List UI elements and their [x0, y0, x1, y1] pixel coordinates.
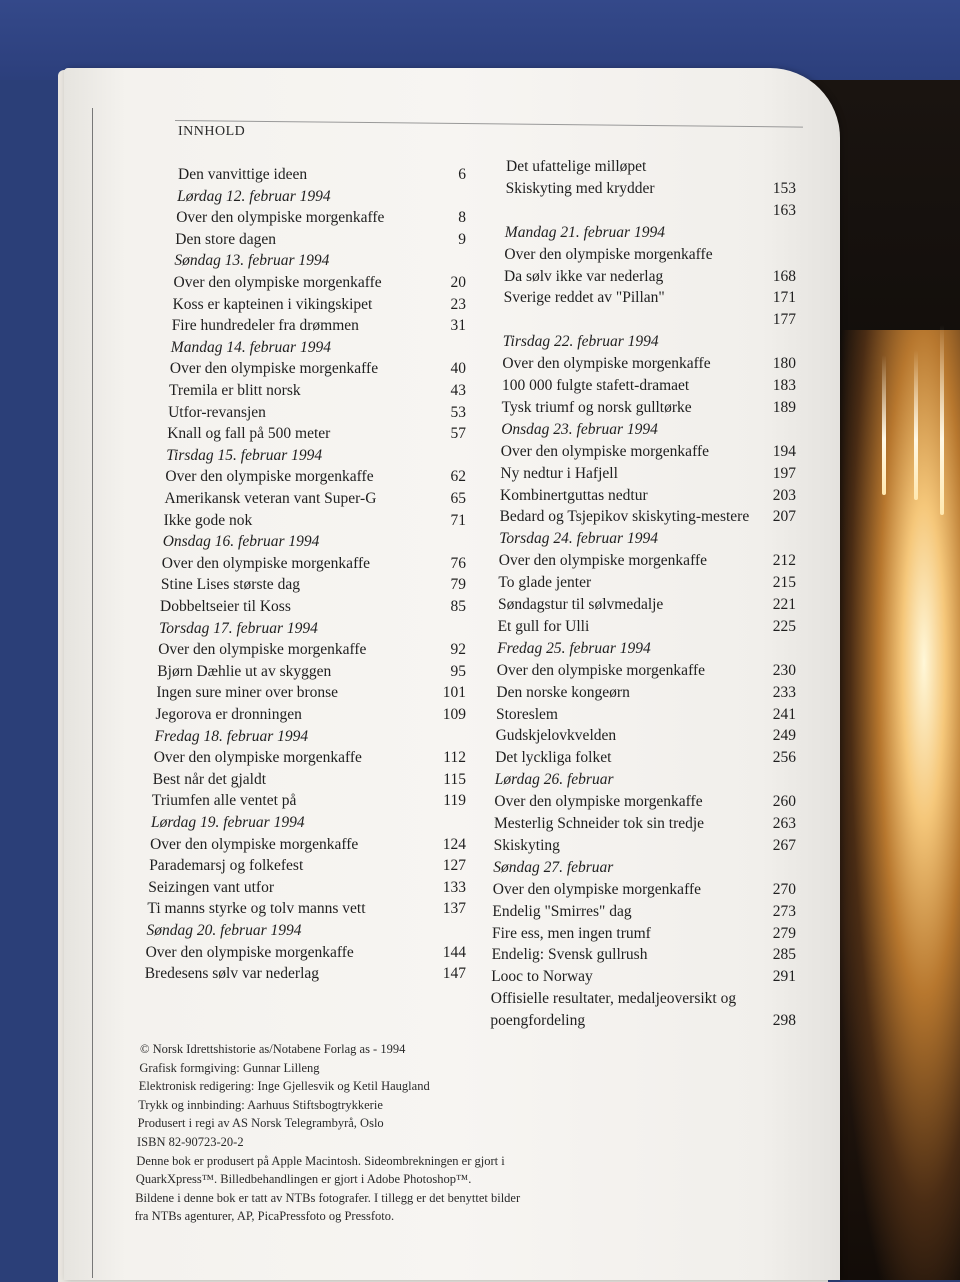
- toc-entry-title: Over den olympiske morgenkaffe: [494, 793, 703, 811]
- toc-entry-page: 71: [450, 511, 466, 529]
- toc-entry-title: Et gull for Ulli: [497, 617, 590, 635]
- toc-entry-page: 20: [450, 274, 466, 291]
- colophon-line: Trykk og innbinding: Aarhuus Stiftsbogtrykkerie: [138, 1097, 383, 1112]
- toc-entry-page: 8: [458, 209, 466, 227]
- toc-entry-page: 177: [772, 311, 796, 329]
- toc-entry-title: Søndag 13. februar 1994: [174, 252, 330, 270]
- toc-entry-page: 215: [772, 574, 796, 592]
- colophon-line: fra NTBs agenturer, AP, PicaPressfoto og Pressfoto.: [134, 1209, 395, 1224]
- toc-entry-title: Torsdag 24. februar 1994: [499, 530, 658, 548]
- toc-entry-title: Sverige reddet av "Pillan": [503, 289, 665, 307]
- toc-entry-page: 221: [772, 596, 796, 613]
- toc-entry-title: Bjørn Dæhlie ut av skyggen: [157, 662, 332, 680]
- toc-entry-title: Lørdag 26. februar: [494, 771, 614, 789]
- colophon-line: Bildene i denne bok er tatt av NTBs fotografer. I tillegg er det benyttet bilder: [135, 1190, 521, 1205]
- colophon-line: QuarkXpress™. Billedbehandlingen er gjort i Adobe Photoshop™.: [135, 1172, 472, 1187]
- toc-entry-page: 171: [772, 289, 796, 307]
- toc-entry-title: Torsdag 17. februar 1994: [159, 619, 318, 637]
- toc-entry-title: Fire ess, men ingen trumf: [492, 924, 651, 942]
- toc-entry-title: Knall og fall på 500 meter: [167, 425, 331, 443]
- toc-entry-title: Offisielle resultater, medaljeoversikt og: [490, 990, 737, 1008]
- toc-entry-title: Lørdag 12. februar 1994: [177, 187, 331, 205]
- toc-entry-title: Over den olympiske morgenkaffe: [158, 641, 367, 659]
- toc-entry-page: 207: [772, 508, 796, 526]
- toc-entry-title: Skiskyting med krydder: [505, 179, 655, 197]
- toc-entry-title: Looc to Norway: [491, 968, 593, 986]
- firework-streak: [914, 350, 918, 500]
- toc-entry-title: Det lyckliga folket: [495, 749, 612, 767]
- toc-entry-title: Ti manns styrke og tolv manns vett: [147, 900, 366, 918]
- toc-entry-title: Tremila er blitt norsk: [169, 382, 301, 399]
- toc-entry-title: Fredag 18. februar 1994: [154, 727, 309, 745]
- colophon-line: © Norsk Idrettshistorie as/Notabene Forlag as - 1994: [140, 1042, 406, 1056]
- colophon-line: Grafisk formgiving: Gunnar Lilleng: [139, 1060, 320, 1075]
- toc-entry-title: Mandag 14. februar 1994: [170, 338, 331, 356]
- toc-entry-title: poengfordeling: [490, 1012, 586, 1030]
- toc-entry-title: Over den olympiske morgenkaffe: [173, 274, 382, 291]
- toc-entry-page: 109: [442, 706, 466, 723]
- toc-entry-page: 9: [458, 230, 466, 248]
- colophon-line: Elektronisk redigering: Inge Gjellesvik og Ketil Haugland: [138, 1079, 430, 1094]
- toc-entry-title: Over den olympiske morgenkaffe: [496, 661, 705, 679]
- toc-entry-title: Tirsdag 22. februar 1994: [502, 333, 659, 351]
- page-frame-left-rule: [92, 108, 93, 1278]
- toc-entry-page: 53: [450, 403, 466, 421]
- colophon-line: ISBN 82-90723-20-2: [137, 1134, 244, 1149]
- toc-entry-title: Over den olympiske morgenkaffe: [502, 355, 711, 373]
- toc-entry-page: 241: [772, 705, 796, 723]
- toc-entry-title: Parademarsj og folkefest: [149, 857, 304, 875]
- toc-entry-page: 298: [772, 1012, 796, 1030]
- toc-entry-page: 273: [772, 902, 796, 920]
- toc-entry-page: 212: [772, 552, 796, 570]
- toc-entry-page: 194: [772, 442, 796, 460]
- toc-entry-title: Bedard og Tsjepikov skiskyting-mestere: [499, 508, 750, 526]
- toc-entry-title: Gudskjelovkvelden: [495, 727, 617, 745]
- toc-entry-title: Kombinertguttas nedtur: [500, 486, 648, 504]
- toc-entry-page: 43: [450, 382, 466, 399]
- toc-entry-page: 57: [450, 425, 466, 443]
- toc-entry-title: Den store dagen: [175, 230, 277, 248]
- toc-entry-page: 119: [443, 792, 466, 810]
- toc-entry-title: Da sølv ikke var nederlag: [504, 267, 664, 285]
- toc-entry-page: 256: [772, 749, 796, 767]
- toc-entry-page: 144: [442, 943, 466, 961]
- toc-entry-page: 168: [772, 267, 796, 285]
- toc-entry-title: Stine Lises største dag: [160, 576, 300, 594]
- toc-entry-title: Den norske kongeørn: [496, 683, 630, 701]
- toc-entry-page: 279: [772, 924, 796, 942]
- toc-entry-title: 100 000 fulgte stafett-dramaet: [502, 377, 690, 394]
- toc-entry-title: Fire hundredeler fra drømmen: [171, 317, 359, 335]
- toc-entry-title: Den vanvittige ideen: [178, 166, 308, 183]
- toc-entry-page: 147: [442, 965, 466, 983]
- toc-entry-title: Mandag 21. februar 1994: [504, 223, 665, 241]
- toc-entry-title: Over den olympiske morgenkaffe: [500, 442, 709, 460]
- toc-entry-page: 270: [772, 880, 796, 898]
- toc-entry-title: Jegorova er dronningen: [155, 706, 302, 723]
- toc-entry-page: 163: [772, 201, 796, 219]
- toc-entry-title: Endelig "Smirres" dag: [492, 902, 632, 920]
- toc-entry-title: Tysk triumf og norsk gulltørke: [501, 398, 692, 416]
- toc-entry-title: Storeslem: [496, 705, 558, 723]
- toc-entry-page: 62: [450, 468, 466, 486]
- toc-entry-title: Utfor-revansjen: [168, 403, 266, 421]
- toc-entry-title: Tirsdag 15. februar 1994: [166, 446, 323, 464]
- toc-entry-page: 263: [772, 815, 796, 832]
- toc-entry-page: 112: [443, 749, 466, 767]
- toc-entry-page: 249: [772, 727, 796, 745]
- toc-entry-title: Endelig: Svensk gullrush: [491, 946, 648, 964]
- toc-entry-title: Over den olympiske morgenkaffe: [150, 835, 359, 853]
- toc-entry-page: 115: [443, 770, 466, 788]
- toc-entry-title: Over den olympiske morgenkaffe: [161, 554, 370, 572]
- toc-entry-title: Over den olympiske morgenkaffe: [492, 880, 701, 898]
- toc-entry-page: 285: [772, 946, 796, 964]
- toc-entry-title: Seizingen vant utfor: [148, 878, 274, 896]
- toc-entry-page: 6: [458, 166, 466, 183]
- toc-entry-title: Onsdag 23. februar 1994: [501, 420, 658, 438]
- toc-entry-page: 197: [772, 464, 796, 482]
- toc-entry-title: Over den olympiske morgenkaffe: [169, 360, 379, 378]
- toc-entry-page: 180: [772, 355, 796, 373]
- toc-entry-title: Mesterlig Schneider tok sin tredje: [494, 815, 705, 832]
- toc-entry-title: Onsdag 16. februar 1994: [162, 533, 320, 551]
- toc-entry-page: 189: [772, 398, 796, 416]
- toc-entry-title: Søndagstur til sølvmedalje: [498, 596, 664, 613]
- toc-entry-title: Ny nedtur i Hafjell: [500, 464, 618, 482]
- colophon-line: Denne bok er produsert på Apple Macintosh. Sideombrekningen er gjort i: [136, 1153, 505, 1168]
- toc-entry-page: 101: [442, 684, 466, 702]
- toc-entry-title: Søndag 20. februar 1994: [146, 922, 302, 939]
- toc-entry-title: Søndag 27. februar: [493, 858, 614, 876]
- toc-entry-title: Det ufattelige milløpet: [506, 158, 647, 175]
- toc-entry-page: 203: [772, 486, 796, 504]
- toc-entry-page: 225: [772, 617, 796, 635]
- toc-entry-page: 124: [442, 835, 466, 853]
- firework-streak: [882, 355, 886, 495]
- contents-heading: INNHOLD: [178, 124, 246, 139]
- toc-entry-title: Koss er kapteinen i vikingskipet: [172, 295, 373, 313]
- toc-entry-page: 291: [772, 968, 796, 986]
- toc-entry-title: Ikke gode nok: [163, 511, 253, 529]
- toc-entry-title: Fredag 25. februar 1994: [497, 639, 651, 657]
- toc-entry-title: Ingen sure miner over bronse: [156, 684, 339, 702]
- toc-entry-page: 233: [772, 683, 796, 701]
- toc-entry-page: 137: [442, 900, 466, 918]
- toc-entry-page: 65: [450, 490, 466, 507]
- colophon-line: Produsert i regi av AS Norsk Telegrambyrå, Oslo: [137, 1116, 384, 1131]
- colophon: [134, 1040, 604, 1226]
- toc-entry-page: 133: [442, 878, 466, 896]
- toc-entry-title: Amerikansk veteran vant Super-G: [164, 490, 377, 507]
- toc-entry-title: Dobbeltseier til Koss: [160, 598, 291, 615]
- toc-entry-page: 40: [450, 360, 466, 378]
- toc-entry-title: Lørdag 19. februar 1994: [151, 814, 305, 831]
- toc-entry-title: Over den olympiske morgenkaffe: [145, 943, 354, 961]
- toc-entry-page: 267: [772, 836, 796, 854]
- toc-entry-page: 79: [450, 576, 466, 594]
- toc-entry-page: 76: [450, 554, 466, 572]
- toc-entry-page: 92: [450, 641, 466, 659]
- toc-entry-page: 183: [772, 377, 796, 394]
- toc-entry-page: 85: [450, 598, 466, 615]
- toc-entry-page: 31: [450, 317, 466, 335]
- toc-entry-title: To glade jenter: [498, 574, 592, 592]
- toc-entry-title: Skiskyting: [493, 836, 560, 854]
- toc-entry-page: 95: [450, 662, 466, 680]
- toc-entry-title: Over den olympiske morgenkaffe: [498, 552, 707, 570]
- toc-entry-page: 230: [772, 661, 796, 679]
- toc-entry-title: Over den olympiske morgenkaffe: [153, 749, 362, 767]
- toc-entry-page: 260: [772, 793, 796, 811]
- toc-entry-page: 153: [772, 179, 796, 197]
- toc-entry-title: Over den olympiske morgenkaffe: [504, 245, 713, 263]
- toc-entry-page: 127: [442, 857, 466, 875]
- toc-entry-page: 23: [450, 295, 466, 313]
- toc-entry-title: Over den olympiske morgenkaffe: [176, 209, 385, 227]
- toc-entry-title: Bredesens sølv var nederlag: [144, 965, 320, 983]
- toc-entry-title: Best når det gjaldt: [152, 770, 267, 788]
- toc-entry-title: Triumfen alle ventet på: [151, 792, 297, 810]
- firework-streak: [940, 325, 944, 515]
- toc-entry-title: Over den olympiske morgenkaffe: [165, 468, 374, 486]
